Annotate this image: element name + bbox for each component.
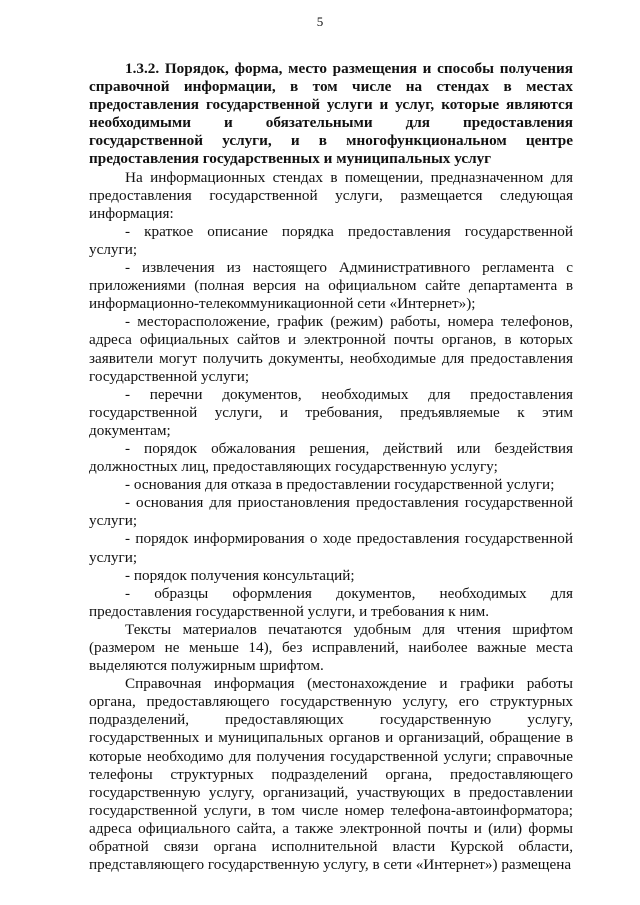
list-item-refusal-grounds: - основания для отказа в предоставлении государственной услуги; [125,476,555,494]
paragraph-font-requirements: Тексты материалов печатаются удобным для чтения шрифтом (размером не меньше 14), без исправлений, наиболее важные места выделяются полужирным шрифтом. [89,620,573,675]
list-item-location-schedule: - месторасположение, график (режим) работы, номера телефонов, адреса официальных сайтов и электронной почты органов, в которых заявители могут получить документы, необходимые для предоставления государственной услуги; [89,313,573,385]
list-item-document-samples: - образцы оформления документов, необходимых для предоставления государственной услуги, и требования к ним. [89,584,573,620]
document-body [89,60,573,874]
section-heading: 1.3.2. Порядок, форма, место размещения и способы получения справочной информации, в том числе на стендах в местах предоставления государственной услуги и услуг, которые являются необходимыми и обязательными для предоставления государственной услуги, и в многофункциональном центре предоставления государственных и муниципальных услуг [89,60,573,168]
list-item-suspension-grounds: - основания для приостановления предоставления государственной услуги; [89,494,573,530]
list-item-regulation-extracts: - извлечения из настоящего Административного регламента с приложениями (полная версия на официальном сайте департамента в информационно-телекоммуникационной сети «Интернет»); [89,259,573,313]
list-item-short-description: - краткое описание порядка предоставления государственной услуги; [89,222,573,258]
list-item-document-lists: - перечни документов, необходимых для предоставления государственной услуги, и требования, предъявляемые к этим документам; [89,385,573,439]
paragraph-stands-intro: На информационных стендах в помещении, предназначенном для предоставления государственной услуги, размещается следующая информация: [89,168,573,222]
page-number: 5 [316,14,324,29]
paragraph-reference-information: Справочная информация (местонахождение и графики работы органа, предоставляющего государственную услугу, его структурных подразделений, предоставляющих государственную услугу, государственных и муниципальных органов и организаций, обращение в которые необходимо для получения государственной услуги; справочные телефоны структурных подразделений органа, предоставляющего государственную услугу, организаций, участвующих в предоставлении государственной услуги, в том числе номер телефона-автоинформатора; адреса официального сайта, а также электронной почты и (или) формы обратной связи органа исполнительной власти Курской области, представляющего государственную услугу, в сети «Интернет») размещена [89,675,573,874]
list-item-consultations: - порядок получения консультаций; [125,566,355,584]
list-item-appeal-procedure: - порядок обжалования решения, действий или бездействия должностных лиц, предоставляющих государственную услугу; [89,439,573,476]
list-item-progress-informing: - порядок информирования о ходе предоставления государственной услуги; [89,530,573,566]
